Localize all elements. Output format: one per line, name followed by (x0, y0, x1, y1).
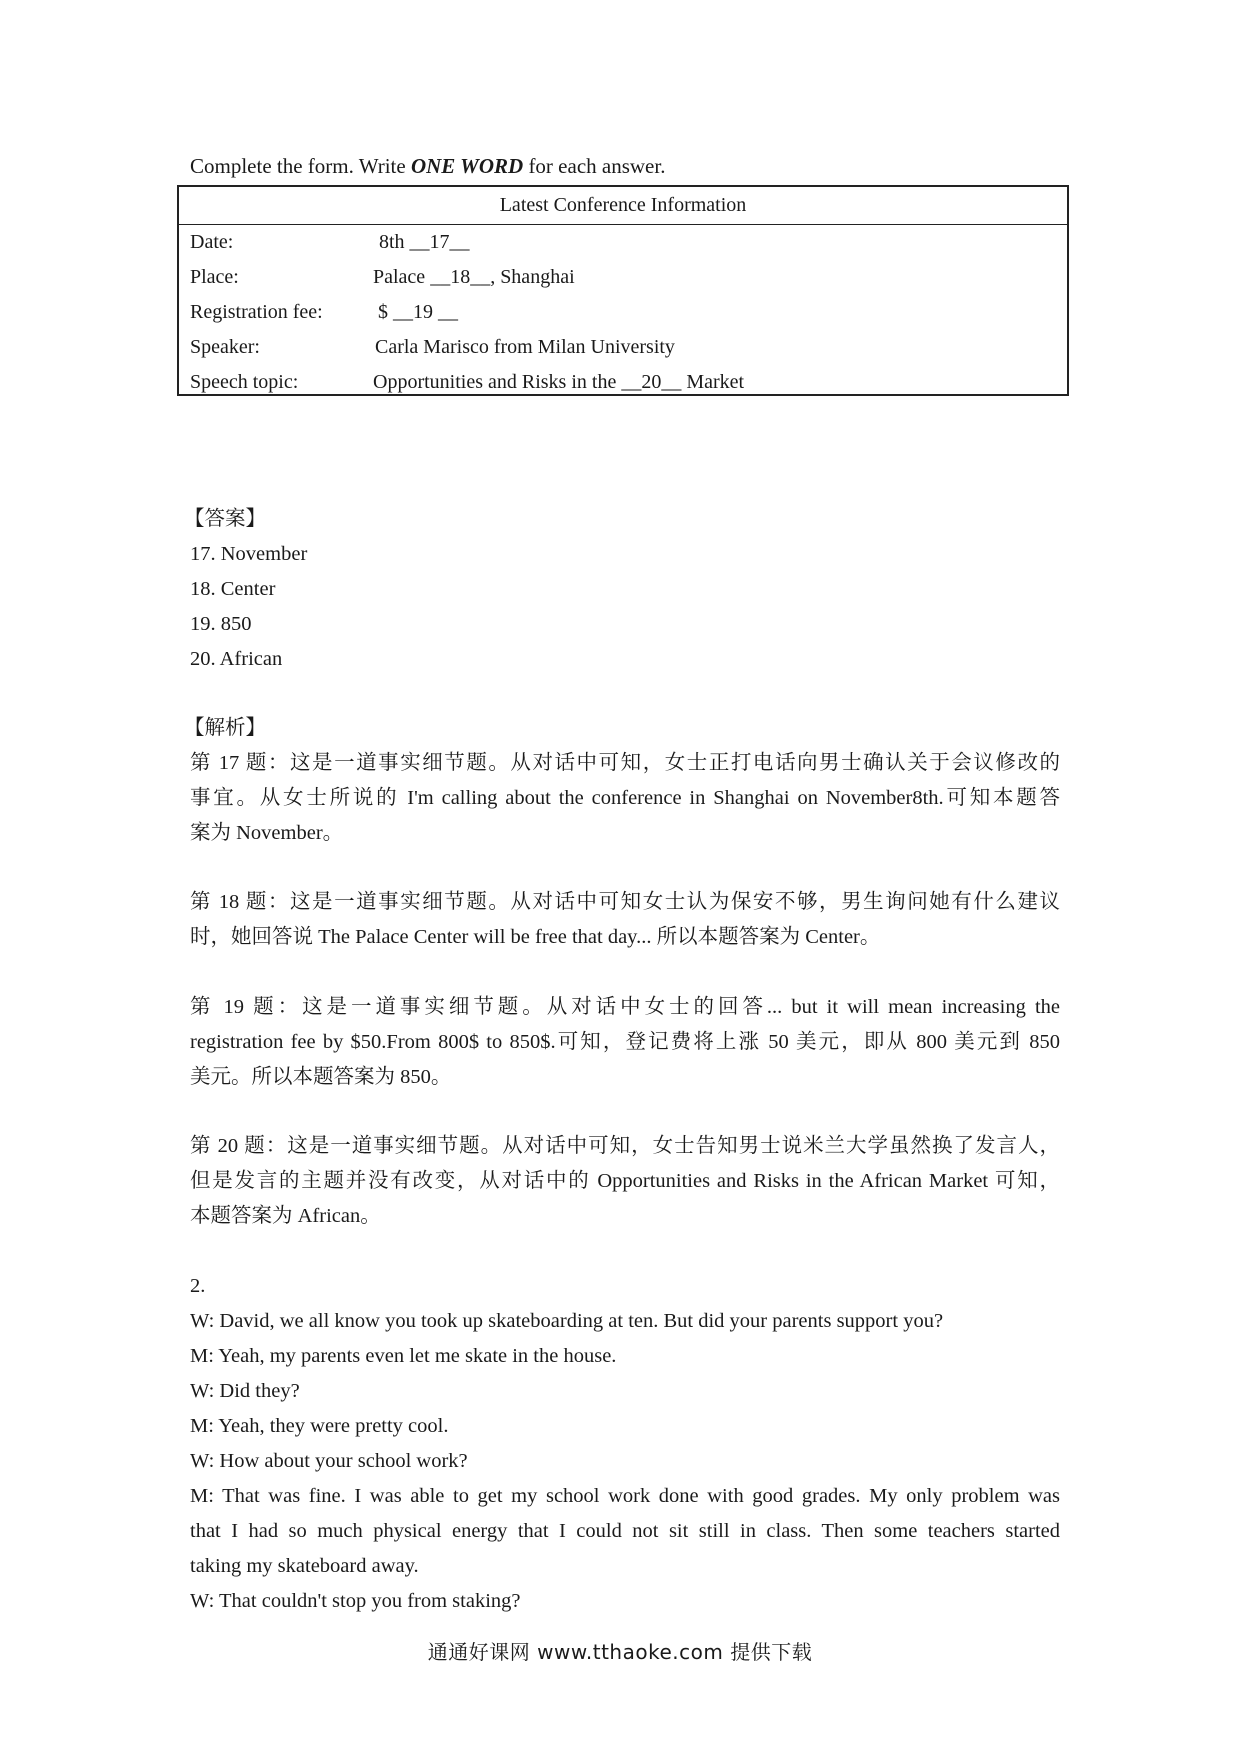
answer-item: 18. Center (190, 578, 276, 600)
dialogue-line: that I had so much physical energy that I could not sit still in class. Then some teachers started (190, 1520, 1060, 1542)
analysis-line: 第 19 题：这是一道事实细节题。从对话中女士的回答... but it will mean increasing the (190, 996, 1060, 1018)
form-value: Palace __18__, Shanghai (373, 266, 575, 288)
analysis-line: 案为 November。 (190, 822, 344, 844)
instruction-suffix: for each answer. (523, 154, 666, 178)
answer-item: 20. African (190, 648, 283, 670)
dialogue-line: M: That was fine. I was able to get my school work done with good grades. My only problem was (190, 1485, 1060, 1507)
form-row-topic (179, 365, 1067, 400)
instruction-prefix: Complete the form. Write (190, 154, 411, 178)
form-row-place (179, 260, 1067, 295)
form-row-speaker (179, 330, 1067, 365)
form-value: $ __19 __ (378, 301, 458, 323)
form-title: Latest Conference Information (179, 187, 1067, 225)
form-value: Carla Marisco from Milan University (375, 336, 675, 358)
page-footer: 通通好课网 www.tthaoke.com 提供下载 (427, 1640, 813, 1664)
dialogue-line: W: Did they? (190, 1380, 300, 1402)
form-label: Place: (190, 266, 239, 288)
dialogue-line: M: Yeah, my parents even let me skate in the house. (190, 1345, 617, 1367)
form-value: Opportunities and Risks in the __20__ Market (373, 371, 745, 393)
dialogue-line: W: David, we all know you took up skateboarding at ten. But did your parents support you? (190, 1310, 944, 1332)
analysis-line: 第 18 题：这是一道事实细节题。从对话中可知女士认为保安不够，男生询问她有什么建议 (190, 891, 1060, 913)
analysis-line: 事宜。从女士所说的 I'm calling about the conference in Shanghai on November8th.可知本题答 (190, 787, 1060, 809)
dialogue-line: W: That couldn't stop you from staking? (190, 1590, 521, 1612)
analysis-line: registration fee by $50.From 800$ to 850$.可知，登记费将上涨 50 美元，即从 800 美元到 850 (190, 1031, 1060, 1053)
analysis-line: 本题答案为 African。 (190, 1205, 381, 1227)
dialogue-line: M: Yeah, they were pretty cool. (190, 1415, 449, 1437)
analysis-line: 但是发言的主题并没有改变，从对话中的 Opportunities and Risks in the African Market 可知， (190, 1170, 1060, 1192)
instruction-text (190, 154, 665, 179)
form-label: Date: (190, 231, 234, 253)
analysis-line: 第 17 题：这是一道事实细节题。从对话中可知，女士正打电话向男士确认关于会议修改的 (190, 752, 1060, 774)
analysis-line: 美元。所以本题答案为 850。 (190, 1066, 452, 1088)
form-row-fee (179, 295, 1067, 330)
answer-item: 19. 850 (190, 613, 252, 635)
answer-item: 17. November (190, 543, 308, 565)
conference-form (177, 185, 1069, 396)
form-label: Registration fee: (190, 301, 323, 323)
dialogue-line: W: How about your school work? (190, 1450, 468, 1472)
form-row-date (179, 225, 1067, 260)
instruction-emphasis: ONE WORD (410, 154, 524, 178)
section-number: 2. (190, 1275, 206, 1297)
analysis-line: 第 20 题：这是一道事实细节题。从对话中可知，女士告知男士说米兰大学虽然换了发言人， (190, 1135, 1060, 1157)
form-label: Speaker: (190, 336, 260, 358)
form-label: Speech topic: (190, 371, 299, 393)
answers-heading: 【答案】 (184, 508, 266, 530)
dialogue-line: taking my skateboard away. (190, 1555, 419, 1577)
form-value: 8th __17__ (379, 231, 470, 253)
analysis-heading: 【解析】 (184, 717, 266, 739)
analysis-line: 时，她回答说 The Palace Center will be free that day... 所以本题答案为 Center。 (190, 926, 881, 948)
